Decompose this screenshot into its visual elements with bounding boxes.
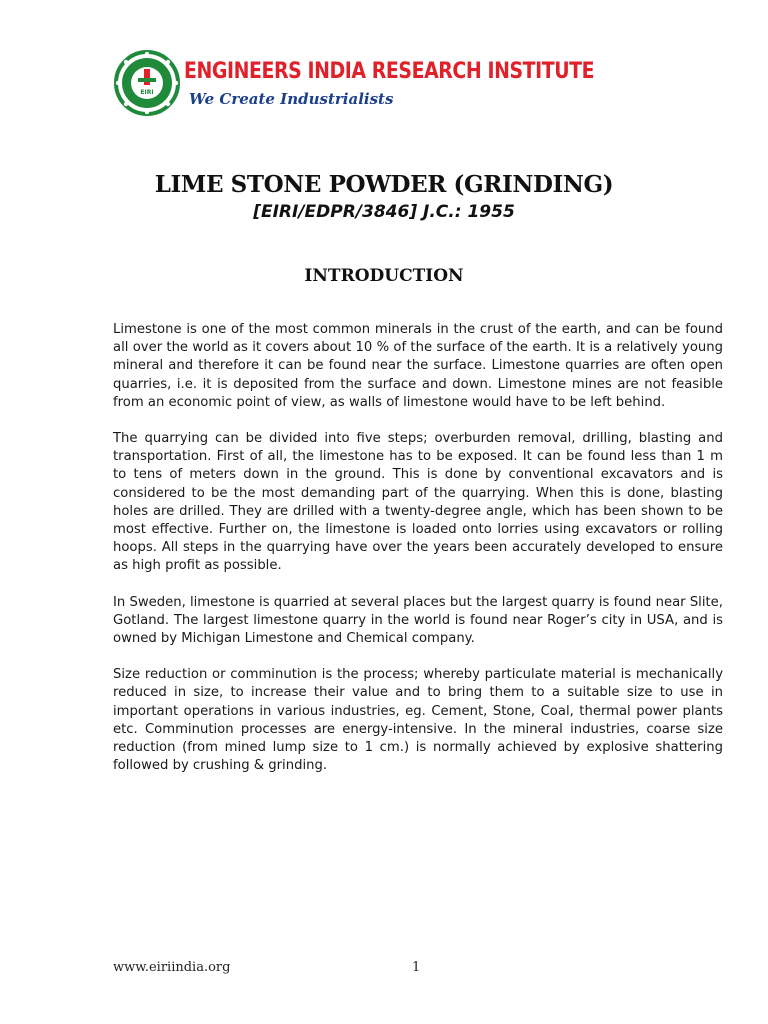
document-reference: [EIRI/EDPR/3846] J.C.: 1955	[253, 202, 515, 222]
paragraph: The quarrying can be divided into five steps; overburden removal, drilling, blasting and transportation. First of all, the limestone has to be exposed. It can be found less than 1 m to tens of meters down in the ground. This is done by conventional excavators and is considered to be the most demanding part of the quarrying. When this is done, blasting holes are drilled. They are drilled with a twenty-degree angle, which has been shown to be most effective. Further on, the limestone is loaded onto lorries using excavators or rolling hoops. All steps in the quarrying have over the years been accurately developed to ensure as high profit as possible.	[113, 431, 723, 574]
footer-website-url: www.eiriindia.org	[113, 960, 231, 975]
brand-tagline: We Create Industrialists	[189, 90, 394, 108]
paragraph: Size reduction or comminution is the process; whereby particulate material is mechanically reduced in size, to increase their value and to bring them to a suitable size to use in important operations in various industries, eg. Cement, Stone, Coal, thermal power plants etc. Comminution processes are energy-intensive. In the mineral industries, coarse size reduction (from mined lump size to 1 cm.) is normally achieved by explosive shattering followed by crushing & grinding.	[113, 667, 723, 774]
paragraph: Limestone is one of the most common minerals in the crust of the earth, and can be found all over the world as it covers about 10 % of the surface of the earth. It is a relatively young mineral and therefore it can be found near the surface. Limestone quarries are often open quarries, i.e. it is deposited from the surface and down. Limestone mines are not feasible from an economic point of view, as walls of limestone would have to be left behind.	[113, 322, 723, 410]
body-text	[113, 321, 723, 793]
footer-page-number: 1	[412, 960, 421, 975]
section-heading: INTRODUCTION	[304, 266, 464, 286]
document-title: LIME STONE POWDER (GRINDING)	[154, 171, 614, 198]
letterhead	[114, 50, 595, 120]
svg-text:EIRI: EIRI	[140, 89, 154, 96]
brand-name: ENGINEERS INDIA RESEARCH INSTITUTE	[184, 59, 595, 84]
institute-seal-logo	[114, 50, 180, 116]
paragraph: In Sweden, limestone is quarried at several places but the largest quarry is found near Slite, Gotland. The largest limestone quarry in the world is found near Roger’s city in USA, and is owned by Michigan Limestone and Chemical company.	[113, 594, 723, 647]
